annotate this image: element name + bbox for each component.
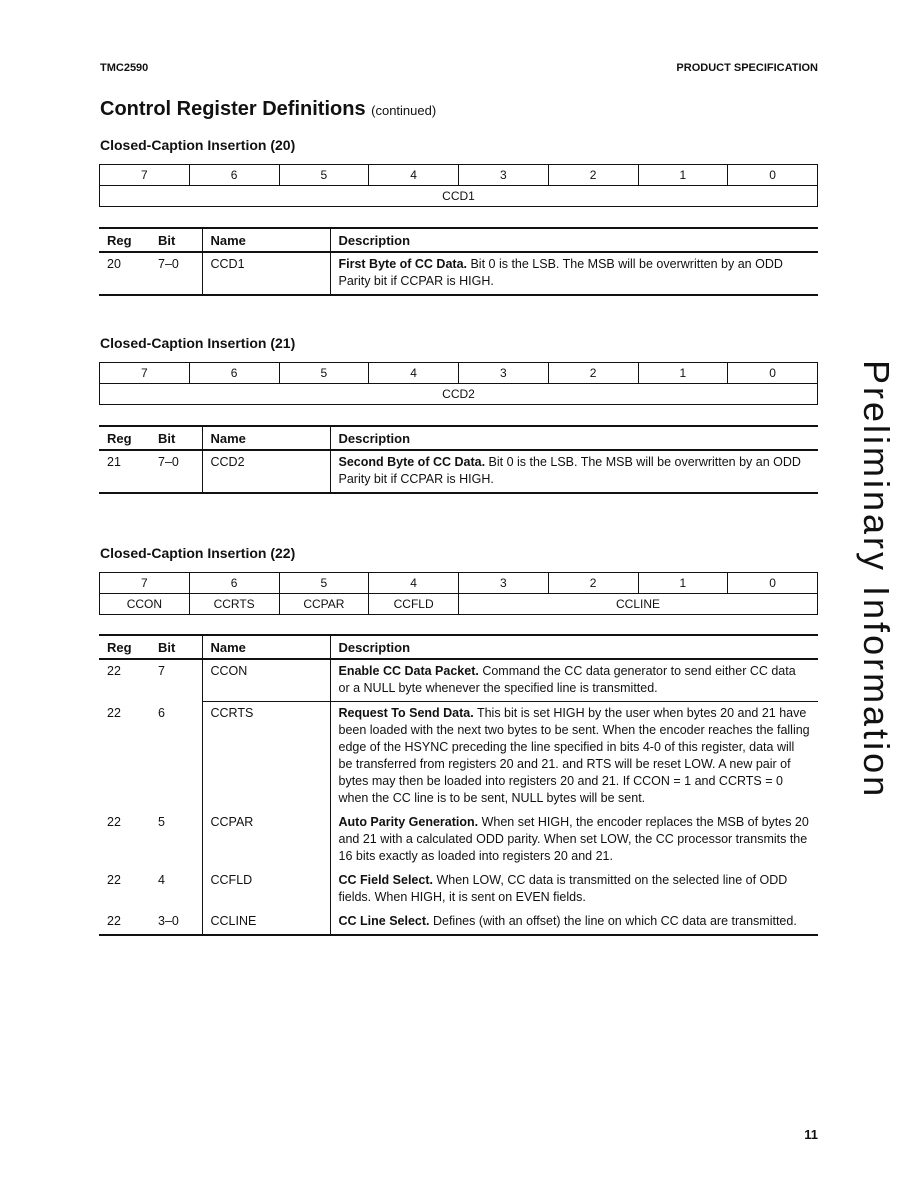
reg-cell: 22 (107, 815, 121, 829)
section-title-20: Closed-Caption Insertion (20) (100, 137, 296, 153)
description-text: Bit 0 is the LSB. The MSB will be overwritten by an ODD Parity bit if CCPAR is HIGH. (338, 455, 801, 486)
field-label-ccon: CCON (100, 594, 190, 615)
header-spec-label: PRODUCT SPECIFICATION (676, 62, 818, 74)
description-text: Defines (with an offset) the line on which CC data are transmitted. (429, 914, 797, 928)
preliminary-information-sidebar-text: Preliminary Information (856, 360, 897, 800)
bit-cell: 4 (158, 873, 165, 887)
field-label-ccpar: CCPAR (279, 594, 369, 615)
bit-cell: 7–0 (150, 252, 202, 295)
bit-cell: 7–0 (150, 450, 202, 493)
bit-map-table-20 (99, 164, 818, 207)
bit-cell: 3–0 (150, 910, 202, 935)
reg-cell: 21 (99, 450, 150, 493)
column-header-bit: Bit (150, 228, 202, 252)
description-text: When LOW, CC data is transmitted on the selected line of ODD fields. When HIGH, it is sent on EVEN fields. (338, 873, 788, 904)
field-label-ccline: CCLINE (459, 594, 818, 615)
bit-cell: 6 (158, 705, 165, 720)
bit-map-table-21 (99, 362, 818, 405)
table-row (99, 869, 818, 910)
description-heading: First Byte of CC Data. (338, 257, 467, 271)
bit-label: 5 (279, 363, 369, 384)
description-cell (330, 252, 818, 295)
name-cell: CCON (202, 659, 330, 702)
bit-map-table-22 (99, 572, 818, 615)
register-description-table-22 (99, 634, 818, 936)
table-row (99, 659, 818, 702)
bit-cell: 5 (158, 815, 165, 829)
bit-label: 1 (638, 363, 728, 384)
name-cell: CCRTS (202, 702, 330, 812)
name-cell: CCD1 (202, 252, 330, 295)
register-description-table-21 (99, 425, 818, 494)
description-cell (330, 811, 818, 869)
page-title-suffix: (continued) (371, 103, 437, 118)
bit-label: 3 (459, 573, 549, 594)
table-row (99, 450, 818, 493)
column-header-name: Name (202, 426, 330, 450)
column-header-reg: Reg (99, 426, 150, 450)
description-text: Bit 0 is the LSB. The MSB will be overwritten by an ODD Parity bit if CCPAR is HIGH. (338, 257, 783, 288)
bit-label: 7 (100, 363, 190, 384)
bit-label: 2 (548, 363, 638, 384)
name-cell: CCPAR (202, 811, 330, 869)
column-header-name: Name (202, 228, 330, 252)
field-label-ccfld: CCFLD (369, 594, 459, 615)
bit-label: 3 (459, 363, 549, 384)
description-heading: Request To Send Data. (338, 706, 474, 720)
reg-cell: 22 (99, 910, 150, 935)
field-label-ccrts: CCRTS (189, 594, 279, 615)
bit-label: 7 (100, 573, 190, 594)
name-cell: CCD2 (202, 450, 330, 493)
description-heading: CC Line Select. (338, 914, 430, 928)
bit-label: 2 (548, 573, 638, 594)
description-cell (330, 659, 818, 702)
bit-label: 6 (189, 165, 279, 186)
column-header-reg: Reg (99, 228, 150, 252)
description-cell (330, 910, 818, 935)
field-label-ccd1: CCD1 (100, 186, 818, 207)
bit-label: 4 (369, 165, 459, 186)
reg-cell: 22 (107, 705, 121, 720)
bit-label: 3 (459, 165, 549, 186)
description-heading: Auto Parity Generation. (338, 815, 479, 829)
table-row (99, 811, 818, 869)
bit-label: 5 (279, 573, 369, 594)
description-heading: CC Field Select. (338, 873, 433, 887)
bit-label: 0 (728, 165, 818, 186)
column-header-description: Description (330, 426, 818, 450)
bit-label: 4 (369, 573, 459, 594)
reg-cell: 20 (99, 252, 150, 295)
bit-cell: 7 (158, 664, 165, 678)
bit-label: 6 (189, 573, 279, 594)
description-heading: Second Byte of CC Data. (338, 455, 486, 469)
section-title-22: Closed-Caption Insertion (22) (100, 545, 296, 561)
bit-label: 0 (728, 573, 818, 594)
page-title-main: Control Register Definitions (100, 98, 366, 120)
column-header-bit: Bit (150, 426, 202, 450)
description-cell (330, 869, 818, 910)
column-header-reg: Reg (99, 635, 150, 659)
page-number: 11 (804, 1127, 818, 1142)
field-label-ccd2: CCD2 (100, 384, 818, 405)
table-row (99, 252, 818, 295)
column-header-description: Description (330, 228, 818, 252)
header-part-number: TMC2590 (100, 62, 149, 74)
register-description-table-20 (99, 227, 818, 296)
description-heading: Enable CC Data Packet. (338, 664, 479, 678)
name-cell: CCFLD (202, 869, 330, 910)
table-row (99, 702, 818, 812)
bit-label: 5 (279, 165, 369, 186)
bit-label: 1 (638, 573, 728, 594)
description-text: This bit is set HIGH by the user when bytes 20 and 21 have been loaded with the next two bytes to be sent. When the encoder reaches the falling edge of the HSYNC preceding the line specified in bits 4-0 of this register, data will be transferred from registers 20 and 21. and RTS will be reset LOW. A new pair of bytes may then be loaded into registers 20 and 21. If CCON = 1 and CCRTS = 0 when the CC line is to be sent, NULL bytes will be sent. (338, 706, 810, 805)
reg-cell: 22 (107, 873, 121, 887)
page-title (100, 98, 436, 121)
bit-label: 4 (369, 363, 459, 384)
bit-label: 1 (638, 165, 728, 186)
bit-label: 0 (728, 363, 818, 384)
section-title-21: Closed-Caption Insertion (21) (100, 335, 296, 351)
reg-cell: 22 (107, 664, 121, 678)
table-row (99, 910, 818, 935)
description-text: When set HIGH, the encoder replaces the MSB of bytes 20 and 21 with a calculated ODD parity. When set LOW, the CC processor transmits the 16 bits exactly as loaded into registers 20 and 21. (338, 815, 809, 863)
description-text: Command the CC data generator to send either CC data or a NULL byte whenever the specified line is transmitted. (338, 664, 796, 695)
name-cell: CCLINE (202, 910, 330, 935)
description-cell (330, 702, 818, 812)
column-header-bit: Bit (150, 635, 202, 659)
bit-label: 7 (100, 165, 190, 186)
column-header-name: Name (202, 635, 330, 659)
column-header-description: Description (330, 635, 818, 659)
bit-label: 6 (189, 363, 279, 384)
description-cell (330, 450, 818, 493)
bit-label: 2 (548, 165, 638, 186)
